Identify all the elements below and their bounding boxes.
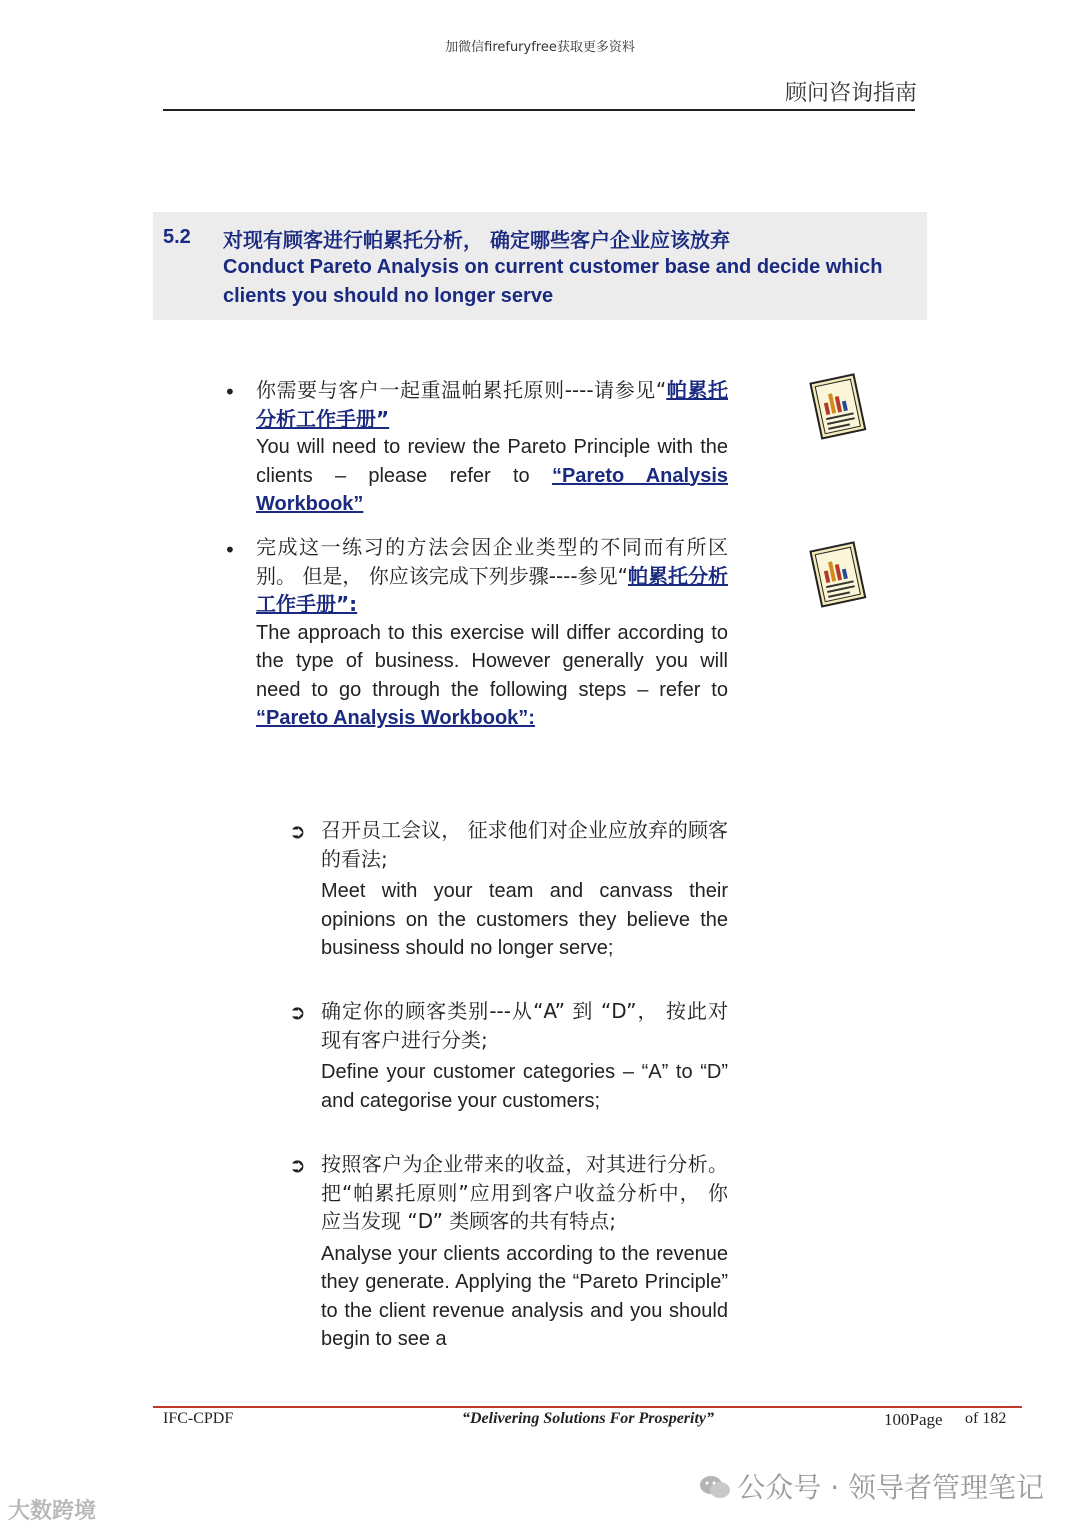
arrow-bullet-icon: ➲ [289, 1153, 306, 1177]
workbook-link-cn[interactable]: 帕累托分析工作手册”: [256, 563, 728, 616]
bullet-en-text: You will need to review the Pareto Principle with the clients – please refer to [256, 436, 728, 487]
step-text-en: Define your customer categories – “A” to “D” and categorise your customers; [321, 1061, 728, 1112]
bullet-dot: • [224, 538, 236, 562]
section-title-cn: 对现有顾客进行帕累托分析， 确定哪些客户企业应该放弃 [223, 228, 730, 252]
bullet-text-cn [256, 376, 728, 433]
bullet-cn-text: 你需要与客户一起重温帕累托原则----请参见“ [256, 378, 667, 402]
bullet-item-2 [256, 533, 728, 733]
wechat-icon [699, 1474, 731, 1500]
step-text-cn: 确定你的顾客类别---从“A” 到 “D”， 按此对现有客户进行分类; [321, 999, 728, 1052]
section-number: 5.2 [163, 226, 191, 248]
step-text-en: Analyse your clients according to the revenue they generate. Applying the “Pareto Principle” to the client revenue analysis and you should begin to see a [321, 1242, 728, 1350]
bullet-text-en [256, 433, 728, 519]
bullet-text-en [256, 619, 728, 733]
footer-doc-code: IFC-CPDF [163, 1410, 234, 1427]
bullet-dot: • [224, 380, 236, 404]
watermark-brand: 大数跨境 [8, 1499, 97, 1524]
workbook-link-cn[interactable]: 帕累托分析工作手册” [256, 378, 729, 431]
step-item-2 [321, 997, 728, 1115]
workbook-link-en[interactable]: “Pareto Analysis Workbook”: [256, 707, 535, 729]
footer-slogan: “Delivering Solutions For Prosperity” [462, 1410, 715, 1427]
header-divider [163, 109, 915, 111]
watermark-wechat [699, 1466, 1044, 1506]
step-text-en: Meet with your team and canvass their opinions on the customers they believe the business should no longer serve; [321, 880, 728, 959]
step-item-3 [321, 1150, 728, 1354]
watermark-text: 公众号 · 领导者管理笔记 [737, 1471, 1044, 1504]
bullet-en-text: The approach to this exercise will differ according to the type of business. However generally you will need to go through the following steps – refer to [256, 621, 728, 701]
workbook-link-en[interactable]: “Pareto Analysis Workbook” [256, 464, 729, 515]
section-title-en: Conduct Pareto Analysis on current customer base and decide which clients you should no longer serve [223, 256, 883, 307]
top-note: 加微信firefuryfree获取更多资料 [445, 40, 635, 55]
footer-page-number: 100Page [884, 1410, 943, 1429]
report-chart-icon [806, 372, 874, 442]
report-chart-icon [806, 540, 874, 610]
step-text-cn: 召开员工会议， 征求他们对企业应放弃的顾客的看法; [321, 818, 728, 871]
step-item-1 [321, 816, 728, 963]
bullet-cn-text: 完成这一练习的方法会因企业类型的不同而有所区别。 但是， 你应该完成下列步骤----参见“ [256, 535, 728, 588]
arrow-bullet-icon: ➲ [289, 819, 306, 843]
footer-divider [153, 1406, 1022, 1408]
header-title: 顾问咨询指南 [784, 81, 917, 106]
bullet-text-cn [256, 533, 728, 619]
bullet-item-1 [256, 376, 728, 519]
arrow-bullet-icon: ➲ [289, 1000, 306, 1024]
step-text-cn: 按照客户为企业带来的收益，对其进行分析。 把“帕累托原则”应用到客户收益分析中， 你应当发现 “D” 类顾客的共有特点; [321, 1152, 728, 1233]
footer-page-total: of 182 [965, 1410, 1007, 1427]
